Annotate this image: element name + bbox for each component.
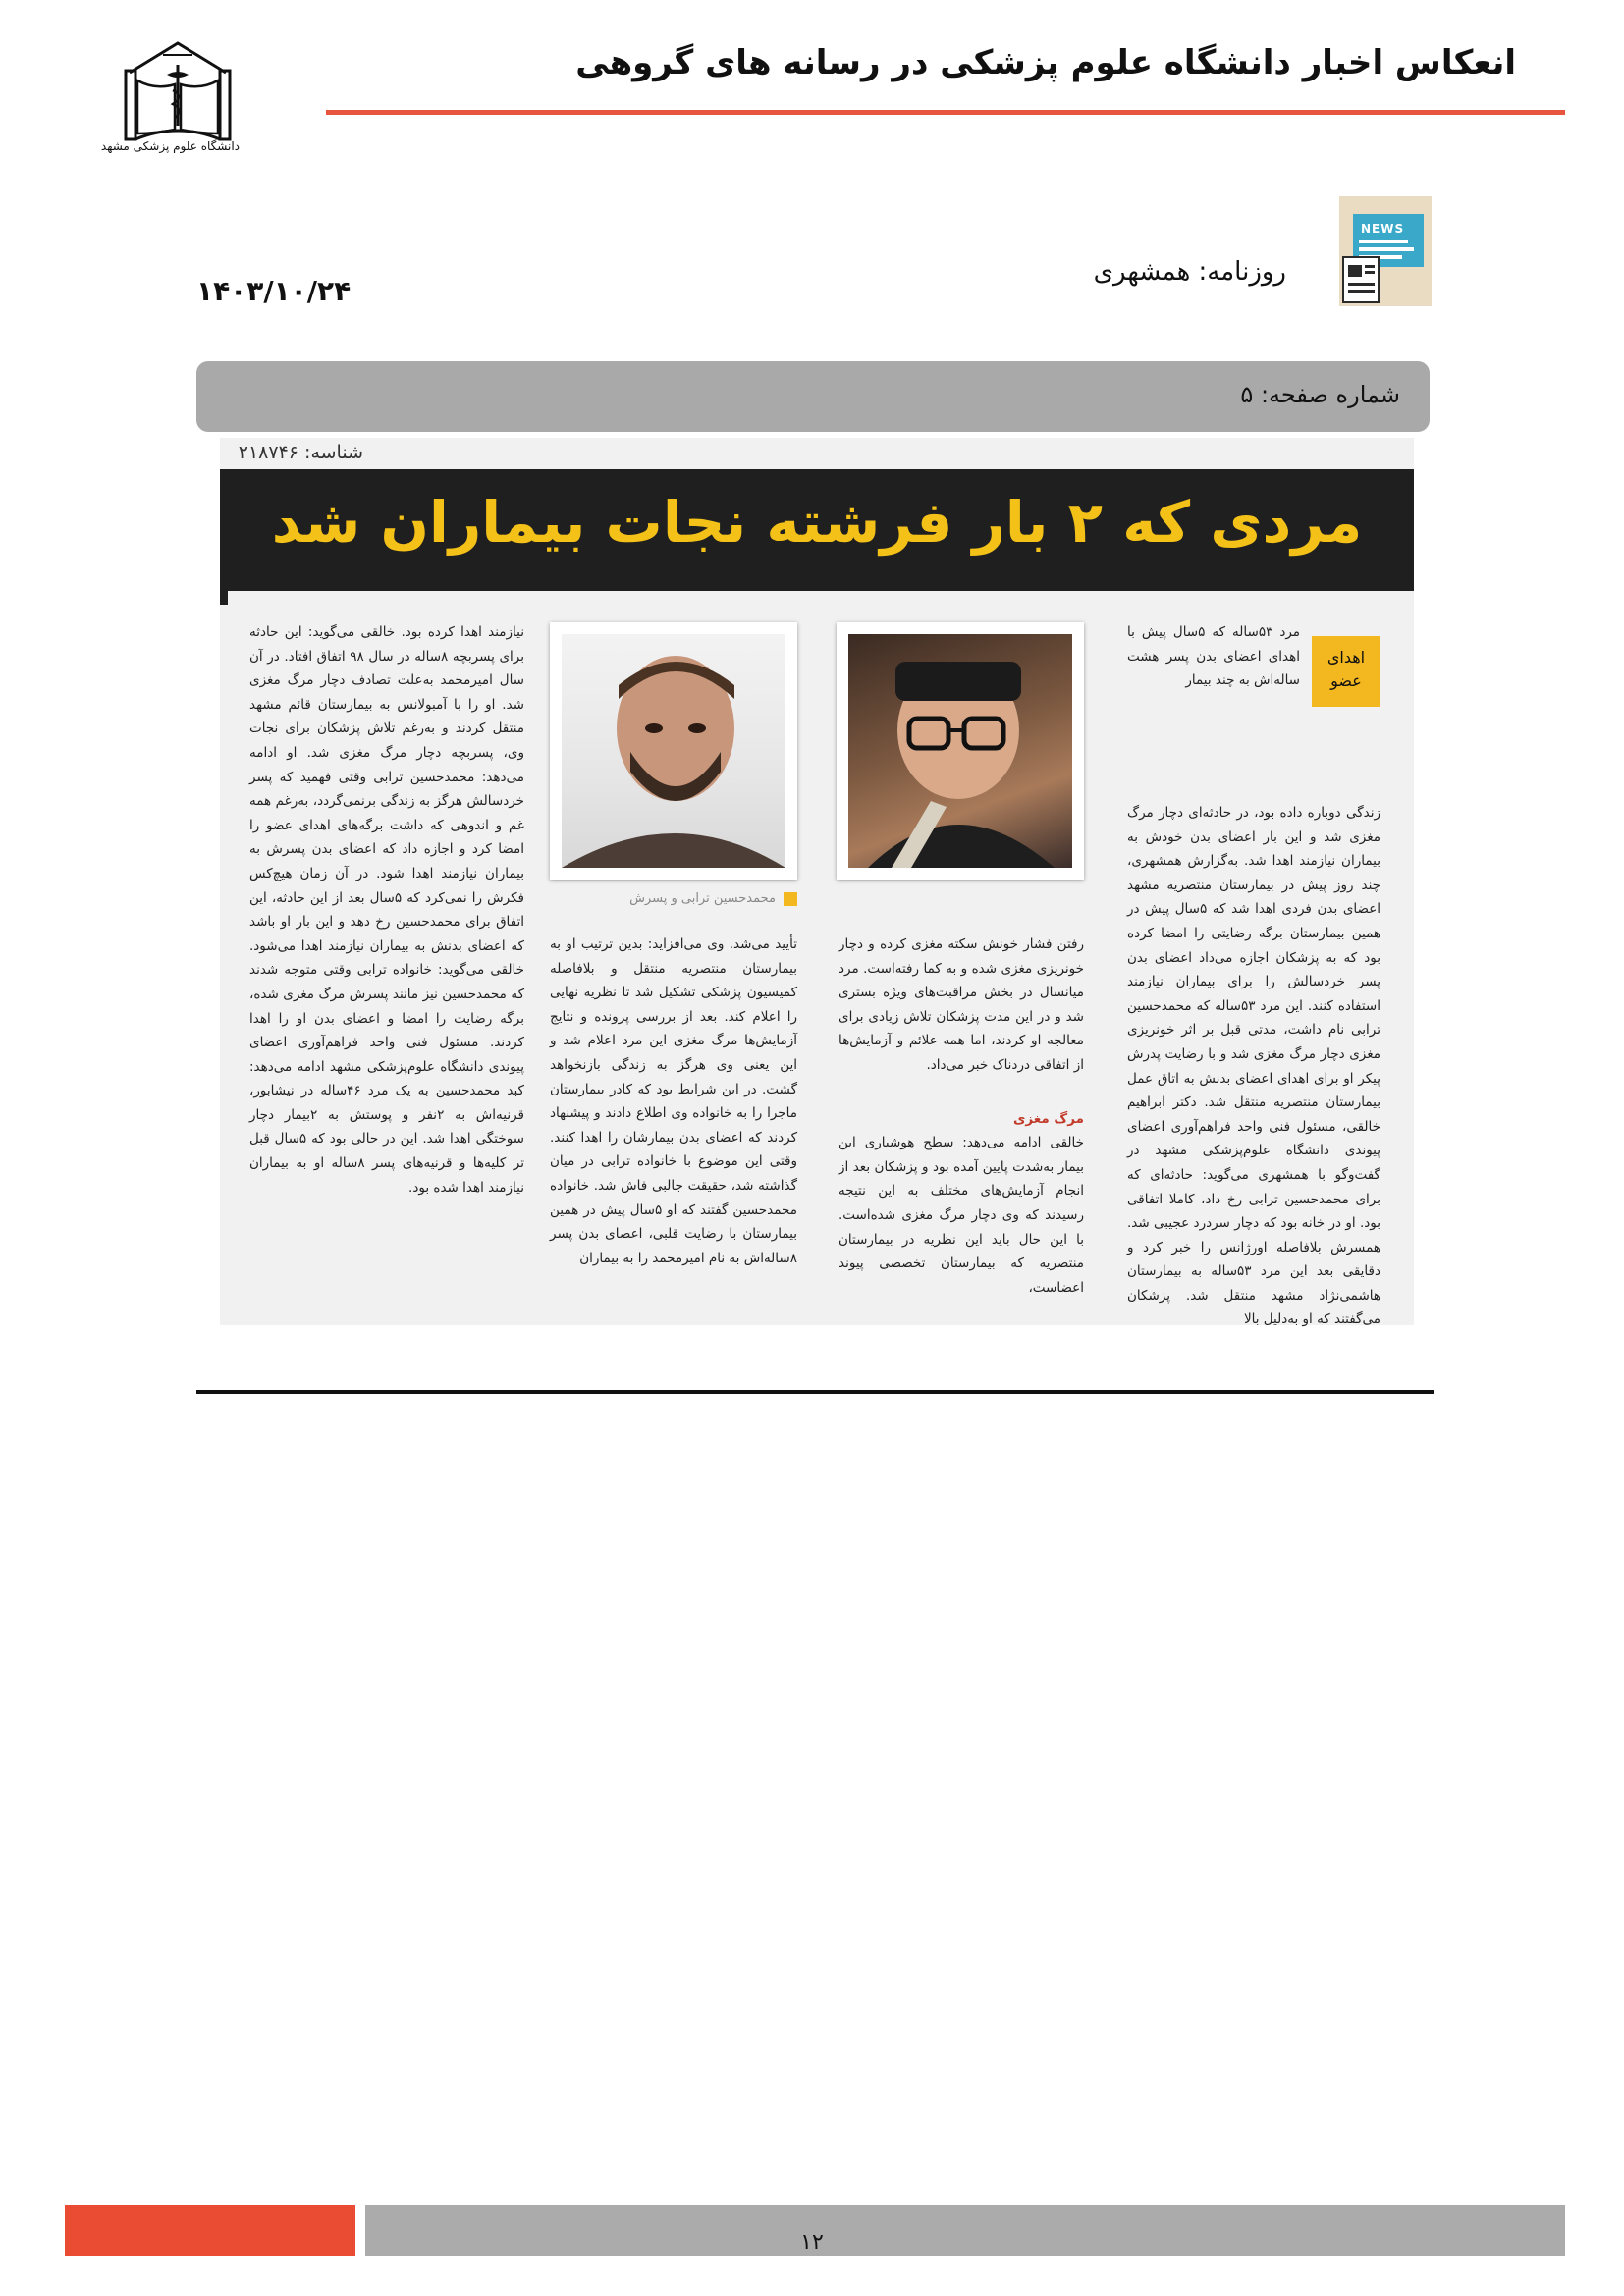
photo-frame-man — [550, 622, 797, 880]
headline-band — [220, 469, 1414, 591]
article-column-4-text: نیازمند اهدا کرده بود. خالقی می‌گوید: این حادثه برای پسربچه ۸ساله در سال ۹۸ اتفاق افتاد. در آن سال امیرمحمد به‌علت تصادف دچار مرگ مغزی شد. او را با آمبولانس به بیمارستان قائم مشهد منتقل کردند و به‌رغم تلاش پزشکان برای نجات وی، پسربچه دچار مرگ مغزی شد. او ادامه می‌دهد: محمدحسین ترابی وقتی فهمید که پسر خردسالش هرگز به زندگی برنمی‌گردد، به‌رغم همه غم و اندوهی که داشت برگه‌های اهدای عضو را امضا کرد و اجازه داد که اعضای بدن پسرش به بیماران نیازمند اهدا شود. در آن زمان هیچ‌کس فکرش را نمی‌کرد که ۵سال بعد از این حادثه، این اتفاق برای محمدحسین رخ دهد و این بار او باشد که اعضای بدنش به بیماران نیازمند اهدا می‌شود. خالقی می‌گوید: خانواده ترابی وقتی متوجه شدند که محمدحسین نیز مانند پسرش مرگ مغزی شده، برگه رضایت را امضا و اعضای بدن او را اهدا کردند. مسئول فنی واحد فراهم‌آوری اعضای پیوندی دانشگاه علوم‌پزشکی مشهد ادامه می‌دهد: کبد محمدحسین به یک مرد ۴۶ساله در نیشابور، قرنیه‌اش به ۲نفر و پوستش به ۲بیمار دچار سوختگی اهدا شد. این در حالی بود که ۵سال قبل تر کلیه‌ها و قرنیه‌های پسر ۸ساله او به بیماران نیازمند اهدا شده بود. — [249, 624, 525, 1196]
photo-caption — [550, 891, 797, 906]
caption-marker — [784, 892, 797, 906]
article-column-4 — [249, 620, 524, 1317]
clipping-id: شناسه: ۲۱۸۷۴۶ — [238, 442, 363, 463]
publish-date: ۱۴۰۳/۱۰/۲۴ — [196, 275, 352, 307]
clipping-bottom-rule — [196, 1390, 1434, 1394]
clipping-headline: مردی که ۲ بار فرشته نجات بیماران شد — [271, 489, 1363, 556]
photo-frame-boy — [837, 622, 1084, 880]
article-column-1 — [1127, 620, 1381, 1328]
page-header-title: انعکاس اخبار دانشگاه علوم پزشکی در رسانه های گروهی — [575, 43, 1516, 82]
article-column-2 — [839, 933, 1084, 1321]
article-column-1-lead: مرد ۵۳ساله که ۵سال پیش با اهدای اعضای بدن پسر هشت ساله‌اش به چند بیمار — [1127, 624, 1301, 689]
newspaper-icon — [1339, 196, 1432, 306]
article-column-3 — [550, 933, 797, 1321]
man-photo — [562, 634, 785, 868]
article-column-2-text-b: خالقی ادامه می‌دهد: سطح هوشیاری این بیمار به‌شدت پایین آمده بود و پزشکان بعد از انجام آزمایش‌های مختلف به این نتیجه رسیدند که وی دچار مرگ مغزی شده‌است. با این حال باید این نظریه در بیمارستان منتصریه که بیمارستان تخصصی پیوند اعضاست، — [839, 1135, 1084, 1296]
article-column-1-text: زندگی دوباره داده بود، در حادثه‌ای دچار مرگ مغزی شد و این بار اعضای بدن خودش به بیماران نیازمند اهدا شد. به‌گزارش همشهری، چند روز پیش در بیمارستان منتصریه مشهد اعضای بدن فردی اهدا شد که ۵سال پیش در همین بیمارستان برگه رضایتی را امضا کرده بود که به پزشکان اجازه می‌داد اعضای بدن پسر خردسالش را برای بیماران نیازمند استفاده کنند. این مرد ۵۳ساله که محمدحسین ترابی نام داشت، مدتی قبل بر اثر خونریزی مغزی دچار مرگ مغزی شد و با رضایت پدرش پیکر او برای اهدای اعضای بدنش به اتاق عمل بیمارستان منتصریه منتقل شد. دکتر ابراهیم خالقی، مسئول فنی واحد فراهم‌آوری اعضای پیوندی دانشگاه علوم‌پزشکی مشهد در گفت‌وگو با همشهری می‌گوید: حادثه‌ای که برای محمدحسین ترابی رخ داد، کاملا اتفاقی بود. او در خانه بود که دچار سردرد عجیبی شد. همسرش بلافاصله اورژانس را خبر کرد و دقایقی بعد این مرد ۵۳ساله به بیمارستان هاشمی‌نژاد مشهد منتقل شد. پزشکان می‌گفتند که او به‌دلیل بالا — [1127, 805, 1381, 1328]
category-badge-label: اهدای عضو — [1326, 648, 1366, 690]
header-divider — [326, 110, 1565, 115]
page-number-bar — [196, 361, 1430, 432]
newspaper-icon-label: NEWS — [1361, 222, 1405, 236]
news-clipping — [220, 438, 1414, 1328]
university-logo — [100, 35, 240, 165]
article-subheading: مرگ مغزی — [1012, 1110, 1084, 1127]
article-column-2-text-a: رفتن فشار خونش سکته مغزی کرده و دچار خونریزی مغزی شده و به کما رفته‌است. مرد میانسال در بخش مراقبت‌های ویژه بستری شد و در این مدت پزشکان تلاش زیادی برای معالجه او کردند، اما همه علائم و آزمایش‌ها از اتفاقی دردناک خبر می‌داد. — [839, 936, 1084, 1073]
article-column-3-text: تأیید می‌شد. وی می‌افزاید: بدین ترتیب او به بیمارستان منتصریه منتقل و بلافاصله کمیسیون پزشکی تشکیل شد تا نظریه نهایی را اعلام کند. بعد از بررسی پرونده و نتایج آزمایش‌ها مرگ مغزی این مرد اعلام شد و این یعنی وی هرگز به زندگی بازنخواهد گشت. در این شرایط بود که کادر بیمارستان ماجرا را به خانواده وی اطلاع دادند و پیشنهاد کردند که اعضای بدن بیمارشان را اهدا کنند. وقتی این موضوع با خانواده ترابی در میان گذاشته شد، حقیقت جالبی فاش شد. خانواده محمدحسین گفتند که او ۵سال پیش در همین بیمارستان با رضایت قلبی، اعضای بدن پسر ۸ساله‌اش به نام امیرمحمد را به بیماران — [550, 936, 797, 1266]
logo-caption: دانشگاه علوم پزشکی مشهد — [100, 139, 240, 153]
footer-page-number: ۱۲ — [800, 2230, 824, 2255]
category-badge — [1312, 636, 1380, 707]
newspaper-page-number: شماره صفحه: ۵ — [1240, 381, 1400, 408]
newspaper-name: روزنامه: همشهری — [1093, 257, 1286, 287]
headline-accent — [220, 585, 228, 605]
boy-photo — [848, 634, 1072, 868]
photo-caption-text: محمدحسین ترابی و پسرش — [629, 891, 776, 906]
